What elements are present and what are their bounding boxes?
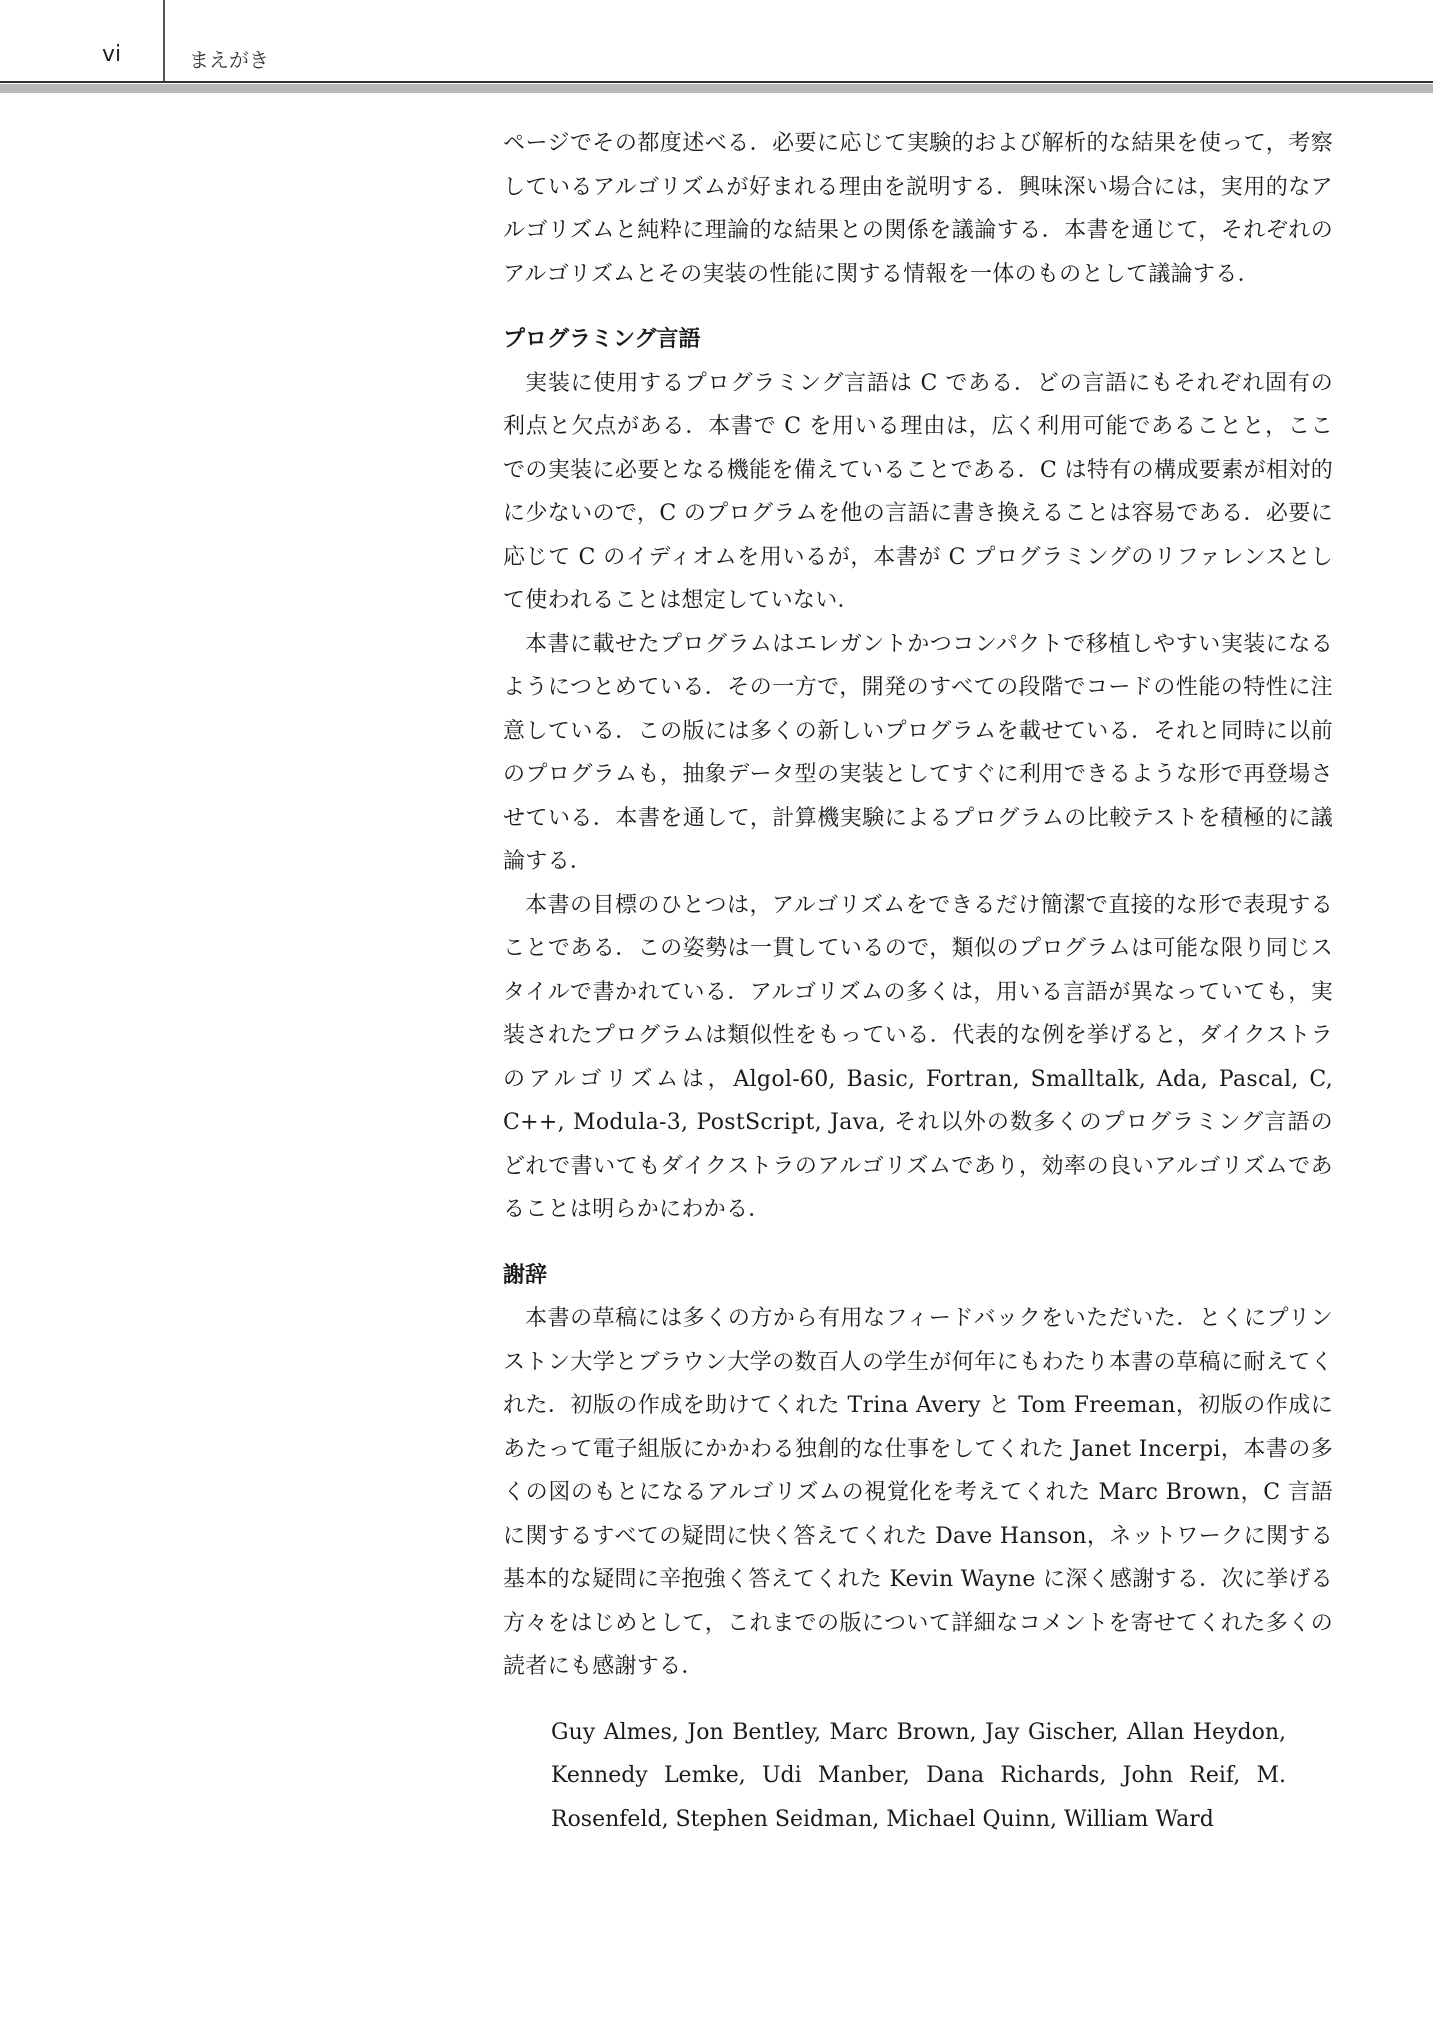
- paragraph: 実装に使用するプログラミング言語は C である．どの言語にもそれぞれ固有の利点と欠点がある．本書で C を用いる理由は，広く利用可能であることと，ここでの実装に必要となる機能を備えていることである．C は特有の構成要素が相対的に少ないので，C のプログラムを他の言語に書き換えることは容易である．必要に応じて C のイディオムを用いるが，本書が C プログラミングのリファレンスとして使われることは想定していない．: [503, 370, 1333, 613]
- header-divider: [163, 0, 165, 82]
- page-body: [503, 122, 1333, 1841]
- paragraph: 本書に載せたプログラムはエレガントかつコンパクトで移植しやすい実装になるようにつとめている．その一方で，開発のすべての段階でコードの性能の特性に注意している．この版には多くの新しいプログラムを載せている．それと同時に以前のプログラムも，抽象データ型の実装としてすぐに利用できるような形で再登場させている．本書を通して，計算機実験によるプログラムの比較テストを積極的に議論する．: [503, 631, 1333, 874]
- acknowledged-names-list: Guy Almes, Jon Bentley, Marc Brown, Jay Gischer, Allan Heydon, Kennedy Lemke, Udi Manber, Dana Richards, John Reif, M. Rosenfeld, Stephen Seidman, Michael Quinn, William Ward: [551, 1719, 1286, 1832]
- intro-paragraph: ページでその都度述べる．必要に応じて実験的および解析的な結果を使って，考察しているアルゴリズムが好まれる理由を説明する．興味深い場合には，実用的なアルゴリズムと純粋に理論的な結果との関係を議論する．本書を通じて，それぞれのアルゴリズムとその実装の性能に関する情報を一体のものとして議論する．: [503, 131, 1333, 287]
- paragraph: 本書の草稿には多くの方から有用なフィードバックをいただいた．とくにプリンストン大学とブラウン大学の数百人の学生が何年にもわたり本書の草稿に耐えてくれた．初版の作成を助けてくれた Trina Avery と Tom Freeman，初版の作成にあたって電子組版にかかわる独創的な仕事をしてくれた Janet Incerpi，本書の多くの図のもとになるアルゴリズムの視覚化を考えてくれた Marc Brown，C 言語に関するすべての疑問に快く答えてくれた Dave Hanson，ネットワークに関する基本的な疑問に辛抱強く答えてくれた Kevin Wayne に深く感謝する．次に挙げる方々をはじめとして，これまでの版について詳細なコメントを寄せてくれた多くの読者にも感謝する．: [503, 1306, 1333, 1679]
- header-band: [0, 84, 1433, 93]
- page-number: vi: [102, 42, 122, 67]
- section-heading-acknowledgments: 謝辞: [503, 1262, 548, 1288]
- page-header: [0, 0, 1433, 90]
- header-rule: [0, 81, 1433, 83]
- running-head: まえがき: [189, 48, 269, 72]
- section-heading-programming-language: プログラミング言語: [503, 327, 701, 352]
- paragraph: 本書の目標のひとつは，アルゴリズムをできるだけ簡潔で直接的な形で表現することである．この姿勢は一貫しているので，類似のプログラムは可能な限り同じスタイルで書かれている．アルゴリズムの多くは，用いる言語が異なっていても，実装されたプログラムは類似性をもっている．代表的な例を挙げると，ダイクストラのアルゴリズムは，Algol-60, Basic, Fortran, Smalltalk, Ada, Pascal, C, C++, Modula-3, PostScript, Java, それ以外の数多くのプログラミング言語のどれで書いてもダイクストラのアルゴリズムであり，効率の良いアルゴリズムであることは明らかにわかる．: [503, 892, 1333, 1222]
